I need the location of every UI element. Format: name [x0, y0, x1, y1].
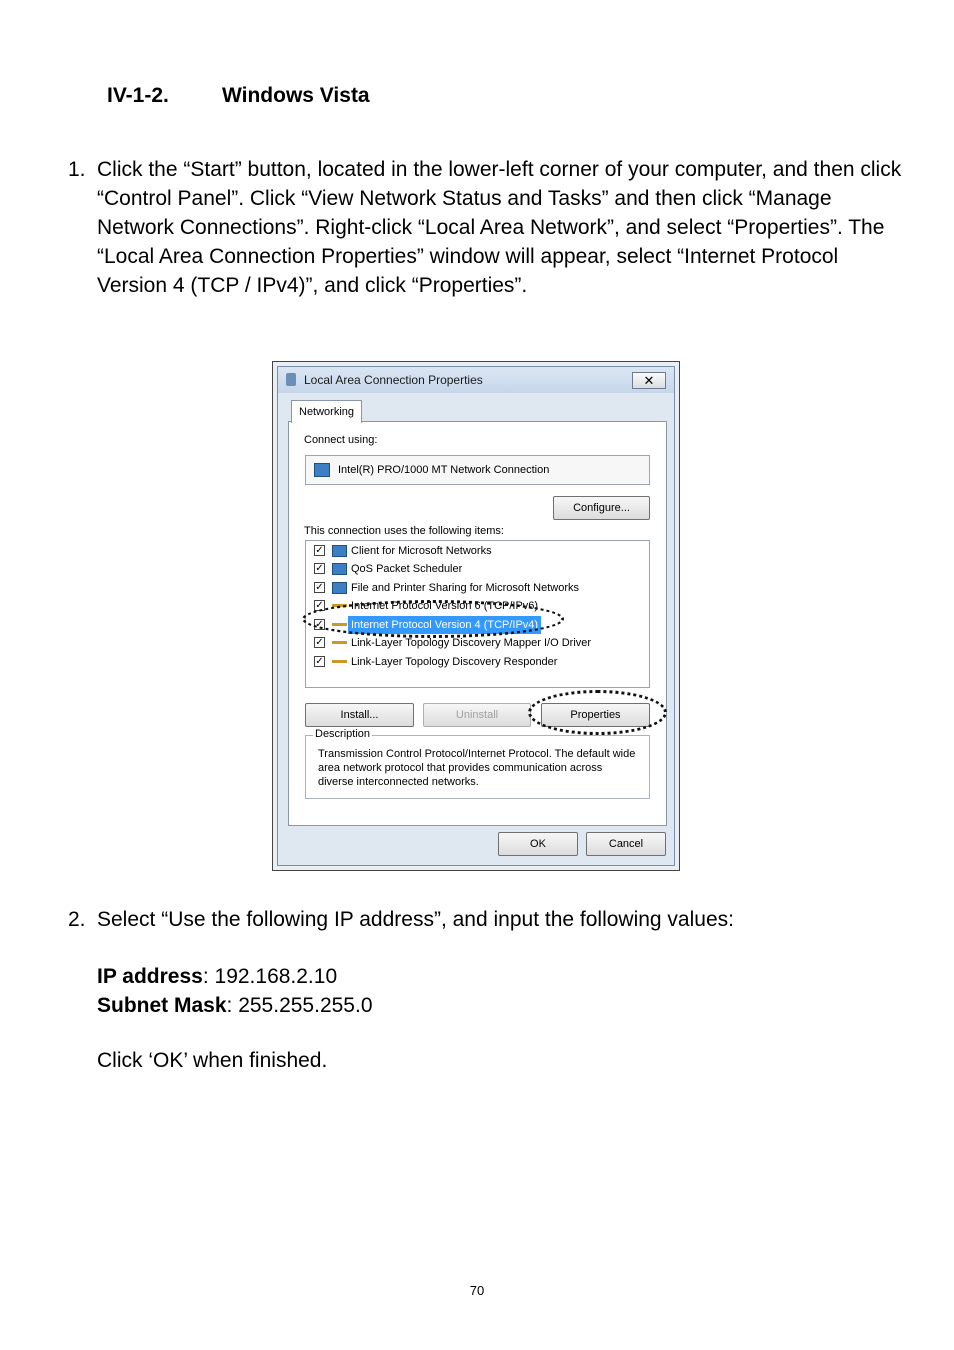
network-adapter-icon: [286, 373, 296, 386]
ip-address-line: [97, 962, 373, 991]
section-number: IV-1-2.: [107, 84, 169, 107]
tab-networking[interactable]: Networking: [291, 400, 362, 423]
checkbox[interactable]: ✓: [315, 582, 324, 593]
title-bar[interactable]: [278, 367, 674, 393]
connect-using-label: Connect using:: [304, 434, 378, 446]
ip-address-label: IP address: [97, 965, 203, 988]
step-1: [68, 155, 908, 300]
section-title: Windows Vista: [222, 84, 370, 107]
description-legend: Description: [315, 728, 371, 740]
checkbox[interactable]: ✓: [315, 563, 324, 574]
item-label: QoS Packet Scheduler: [351, 563, 463, 575]
step-text: Select “Use the following IP address”, and input the following values:: [97, 908, 734, 931]
ip-values: [97, 962, 373, 1020]
checkbox[interactable]: ✓: [315, 656, 324, 667]
window-title: Local Area Connection Properties: [304, 373, 483, 387]
step-2: [68, 905, 908, 934]
step-number: 1.: [68, 158, 86, 181]
description-text: Transmission Control Protocol/Internet Protocol. The default wide area network protocol that provides communication across diverse interconnected networks.: [318, 748, 636, 788]
item-label: Internet Protocol Version 4 (TCP/IPv4): [348, 616, 541, 634]
protocol-icon: [332, 660, 347, 663]
network-card-icon: [314, 463, 330, 477]
protocol-icon: [332, 641, 347, 644]
section-heading: [107, 84, 370, 108]
checkbox[interactable]: ✓: [315, 619, 324, 630]
items-label: This connection uses the following items:: [304, 525, 504, 537]
subnet-mask-label: Subnet Mask: [97, 994, 227, 1017]
sharing-icon: [332, 582, 347, 594]
item-label: Link-Layer Topology Discovery Mapper I/O Driver: [351, 637, 592, 649]
item-label: Link-Layer Topology Discovery Responder: [351, 656, 558, 668]
properties-button[interactable]: Properties: [541, 703, 650, 727]
install-button[interactable]: Install...: [305, 703, 414, 727]
adapter-field: [305, 455, 650, 485]
cancel-button[interactable]: Cancel: [586, 832, 666, 856]
scheduler-icon: [332, 563, 347, 575]
item-label: Client for Microsoft Networks: [351, 545, 492, 557]
checkbox[interactable]: ✓: [315, 600, 324, 611]
item-label: Internet Protocol Version 6 (TCP/IPv6): [351, 600, 539, 612]
highlight-ellipse-properties: [528, 690, 667, 735]
checkbox[interactable]: ✓: [315, 637, 324, 648]
properties-window: [277, 366, 675, 866]
configure-button[interactable]: Configure...: [553, 496, 650, 520]
subnet-mask-line: [97, 991, 373, 1020]
network-client-icon: [332, 545, 347, 557]
subnet-mask-value: : 255.255.255.0: [226, 994, 373, 1017]
adapter-name: Intel(R) PRO/1000 MT Network Connection: [338, 464, 550, 476]
checkbox[interactable]: ✓: [315, 545, 324, 556]
step-text: Click the “Start” button, located in the lower-left corner of your computer, and then click “Control Panel”. Click “View Network Status and Tasks” and then click “Manage Network Connections”. Right-click “Local Area Network”, and select “Properties”. The “Local Area Connection Properties” window will appear, select “Internet Protocol Version 4 (TCP / IPv4)”, and click “Properties”.: [97, 158, 902, 297]
finish-instruction: Click ‘OK’ when finished.: [97, 1049, 328, 1072]
page-number: 70: [469, 1283, 485, 1298]
close-button[interactable]: ✕: [632, 372, 666, 389]
uninstall-button: Uninstall: [423, 703, 531, 727]
ip-address-value: : 192.168.2.10: [202, 965, 338, 988]
item-label: File and Printer Sharing for Microsoft Networks: [351, 582, 580, 594]
step-number: 2.: [68, 908, 86, 931]
ok-button[interactable]: OK: [498, 832, 578, 856]
description-group: [305, 728, 650, 799]
dialog-screenshot: [272, 361, 680, 871]
highlight-ellipse-ipv4: [302, 600, 564, 638]
networking-panel: [288, 421, 667, 826]
